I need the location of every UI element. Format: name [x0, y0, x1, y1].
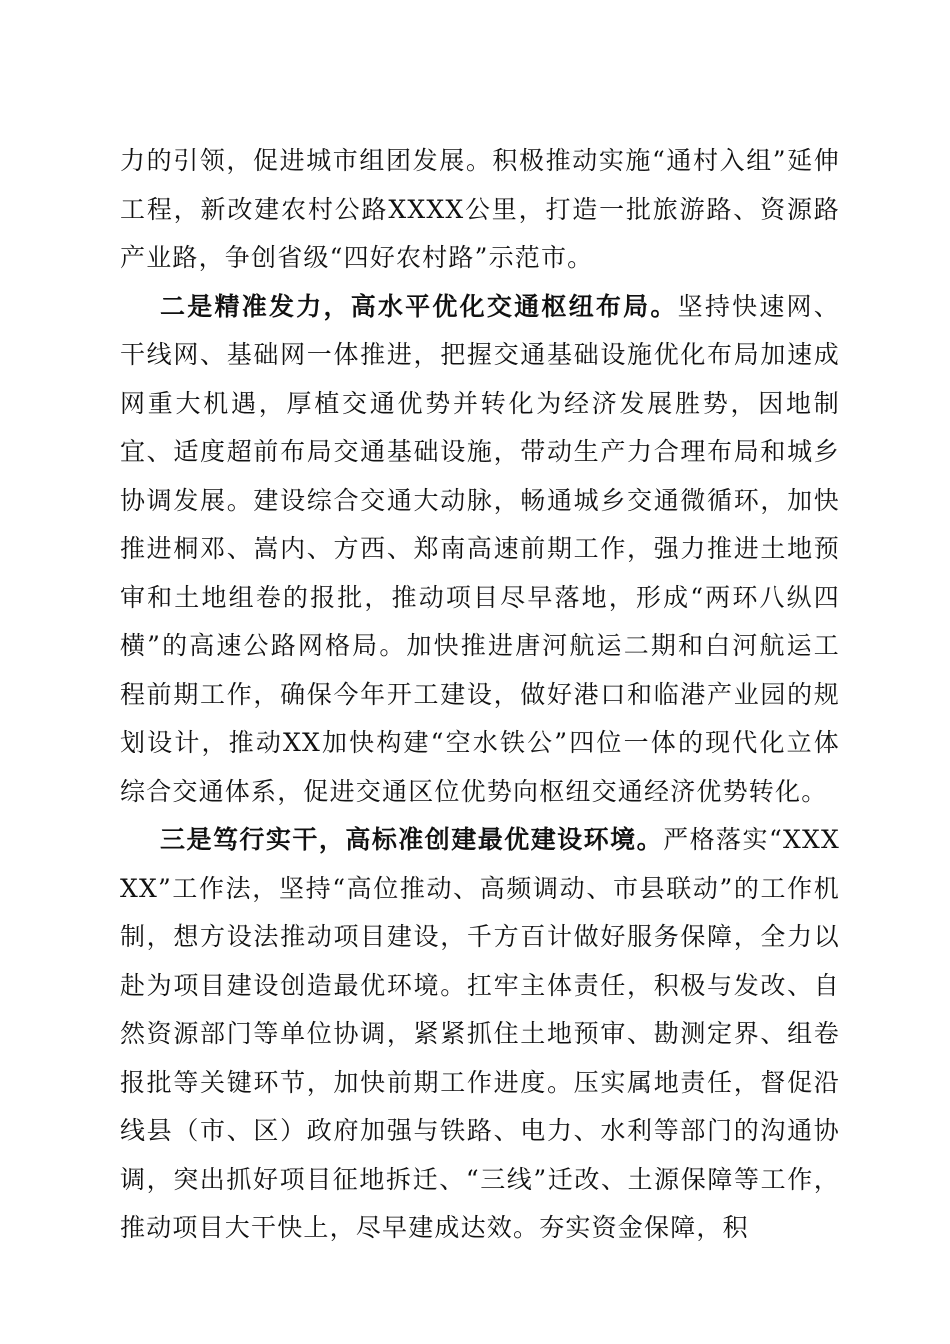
- document-body: [120, 137, 840, 1253]
- paragraph-two: [120, 283, 840, 817]
- paragraph-text: 严格落实“XXXXX”工作法，坚持“高位推动、高频调动、市县联动”的工作机制，想方设法推动项目建设，千方百计做好服务保障，全力以赴为项目建设创造最优环境。扛牢主体责任，积极与发改、自然资源部门等单位协调，紧紧抓住土地预审、勘测定界、组卷报批等关键环节，加快前期工作进度。压实属地责任，督促沿线县（市、区）政府加强与铁路、电力、水利等部门的沟通协调，突出抓好项目征地拆迁、“三线”迁改、土源保障等工作，推动项目大干快上，尽早建成达效。夯实资金保障，积: [120, 825, 840, 1242]
- paragraph-text: 坚持快速网、干线网、基础网一体推进，把握交通基础设施优化布局加速成网重大机遇，厚植交通优势并转化为经济发展胜势，因地制宜、适度超前布局交通基础设施，带动生产力合理布局和城乡协调发展。建设综合交通大动脉，畅通城乡交通微循环，加快推进桐邓、嵩内、方西、郑南高速前期工作，强力推进土地预审和土地组卷的报批，推动项目尽早落地，形成“两环八纵四横”的高速公路网格局。加快推进唐河航运二期和白河航运工程前期工作，确保今年开工建设，做好港口和临港产业园的规划设计，推动XX加快构建“空水铁公”四位一体的现代化立体综合交通体系，促进交通区位优势向枢纽交通经济优势转化。: [120, 291, 840, 806]
- paragraph-heading: 二是精准发力，高水平优化交通枢纽布局。: [160, 291, 678, 321]
- paragraph-continuation: [120, 137, 840, 283]
- paragraph-text: 力的引领，促进城市组团发展。积极推动实施“通村入组”延伸工程，新改建农村公路XXXX公里，打造一批旅游路、资源路产业路，争创省级“四好农村路”示范市。: [120, 146, 840, 272]
- paragraph-heading: 三是笃行实干，高标准创建最优建设环境。: [160, 825, 664, 854]
- paragraph-three: [120, 816, 840, 1253]
